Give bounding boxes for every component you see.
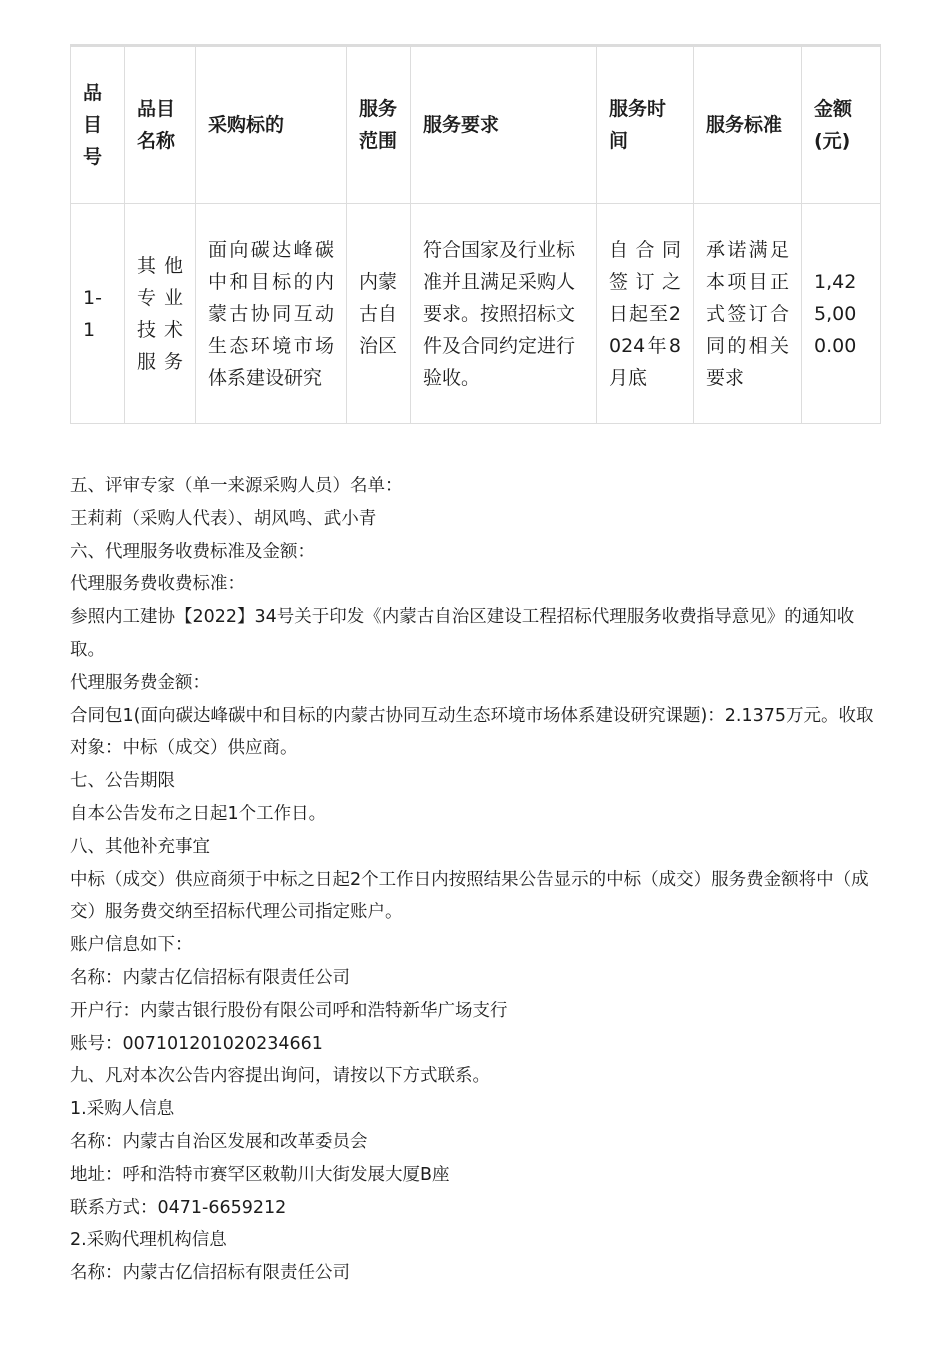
other-text: 中标（成交）供应商须于中标之日起2个工作日内按照结果公告显示的中标（成交）服务费金额将中（成交）服务费交纳至招标代理公司指定账户。: [70, 869, 869, 923]
header-subject: 采购标的: [196, 46, 347, 204]
procurement-table: [70, 44, 881, 424]
header-amount: 金额(元): [802, 46, 881, 204]
cell-scope: 内蒙古自治区: [347, 204, 411, 424]
period-text: 自本公告发布之日起1个工作日。: [70, 803, 327, 824]
announcement-body: [70, 470, 882, 1290]
cell-amount: 1,425,000.00: [802, 204, 881, 424]
buyer-heading: 1.采购人信息: [70, 1099, 175, 1120]
header-item-no: 品目号: [71, 46, 125, 204]
account-name: 名称：内蒙古亿信招标有限责任公司: [70, 967, 350, 988]
fee-heading: 六、代理服务收费标准及金额：: [70, 541, 315, 562]
table-header-row: [71, 46, 881, 204]
header-scope: 服务范围: [347, 46, 411, 204]
buyer-name: 名称：内蒙古自治区发展和改革委员会: [70, 1131, 368, 1152]
agency-heading: 2.采购代理机构信息: [70, 1230, 227, 1251]
buyer-contact: 联系方式：0471-6659212: [70, 1197, 287, 1218]
header-item-name: 品目名称: [125, 46, 196, 204]
agency-name: 名称：内蒙古亿信招标有限责任公司: [70, 1263, 350, 1284]
experts-heading: 五、评审专家（单一来源采购人员）名单：: [70, 476, 403, 496]
experts-list: 王莉莉（采购人代表）、胡风鸣、武小青: [70, 508, 377, 529]
account-number: 账号：007101201020234661: [70, 1033, 323, 1054]
period-heading: 七、公告期限: [70, 771, 175, 792]
other-heading: 八、其他补充事宜: [70, 836, 210, 857]
cell-item-no: 1-1: [71, 204, 125, 424]
account-label: 账户信息如下：: [70, 935, 193, 956]
account-bank: 开户行：内蒙古银行股份有限公司呼和浩特新华广场支行: [70, 1000, 508, 1021]
fee-standard-label: 代理服务费收费标准：: [70, 574, 245, 595]
fee-amount-label: 代理服务费金额：: [70, 672, 210, 693]
header-time: 服务时间: [597, 46, 694, 204]
cell-item-name: 其他专业技术服务: [125, 204, 196, 424]
fee-standard-text: 参照内工建协【2022】34号关于印发《内蒙古自治区建设工程招标代理服务收费指导意见》的通知收取。: [70, 607, 855, 660]
cell-time: 自合同签订之日起至2024年8月底: [597, 204, 694, 424]
cell-standard: 承诺满足本项目正式签订合同的相关要求: [694, 204, 802, 424]
cell-requirement: 符合国家及行业标准并且满足采购人要求。按照招标文件及合同约定进行验收。: [411, 204, 597, 424]
cell-subject: 面向碳达峰碳中和目标的内蒙古协同互动生态环境市场体系建设研究: [196, 204, 347, 424]
fee-amount-text: 合同包1(面向碳达峰碳中和目标的内蒙古协同互动生态环境市场体系建设研究课题)：2.1375万元。收取对象：中标（成交）供应商。: [70, 705, 874, 759]
procurement-table-wrapper: [70, 44, 880, 424]
table-row: [71, 204, 881, 424]
buyer-address: 地址：呼和浩特市赛罕区敕勒川大街发展大厦B座: [70, 1164, 450, 1185]
header-standard: 服务标准: [694, 46, 802, 204]
contact-heading: 九、凡对本次公告内容提出询问，请按以下方式联系。: [70, 1066, 490, 1087]
header-requirement: 服务要求: [411, 46, 597, 204]
